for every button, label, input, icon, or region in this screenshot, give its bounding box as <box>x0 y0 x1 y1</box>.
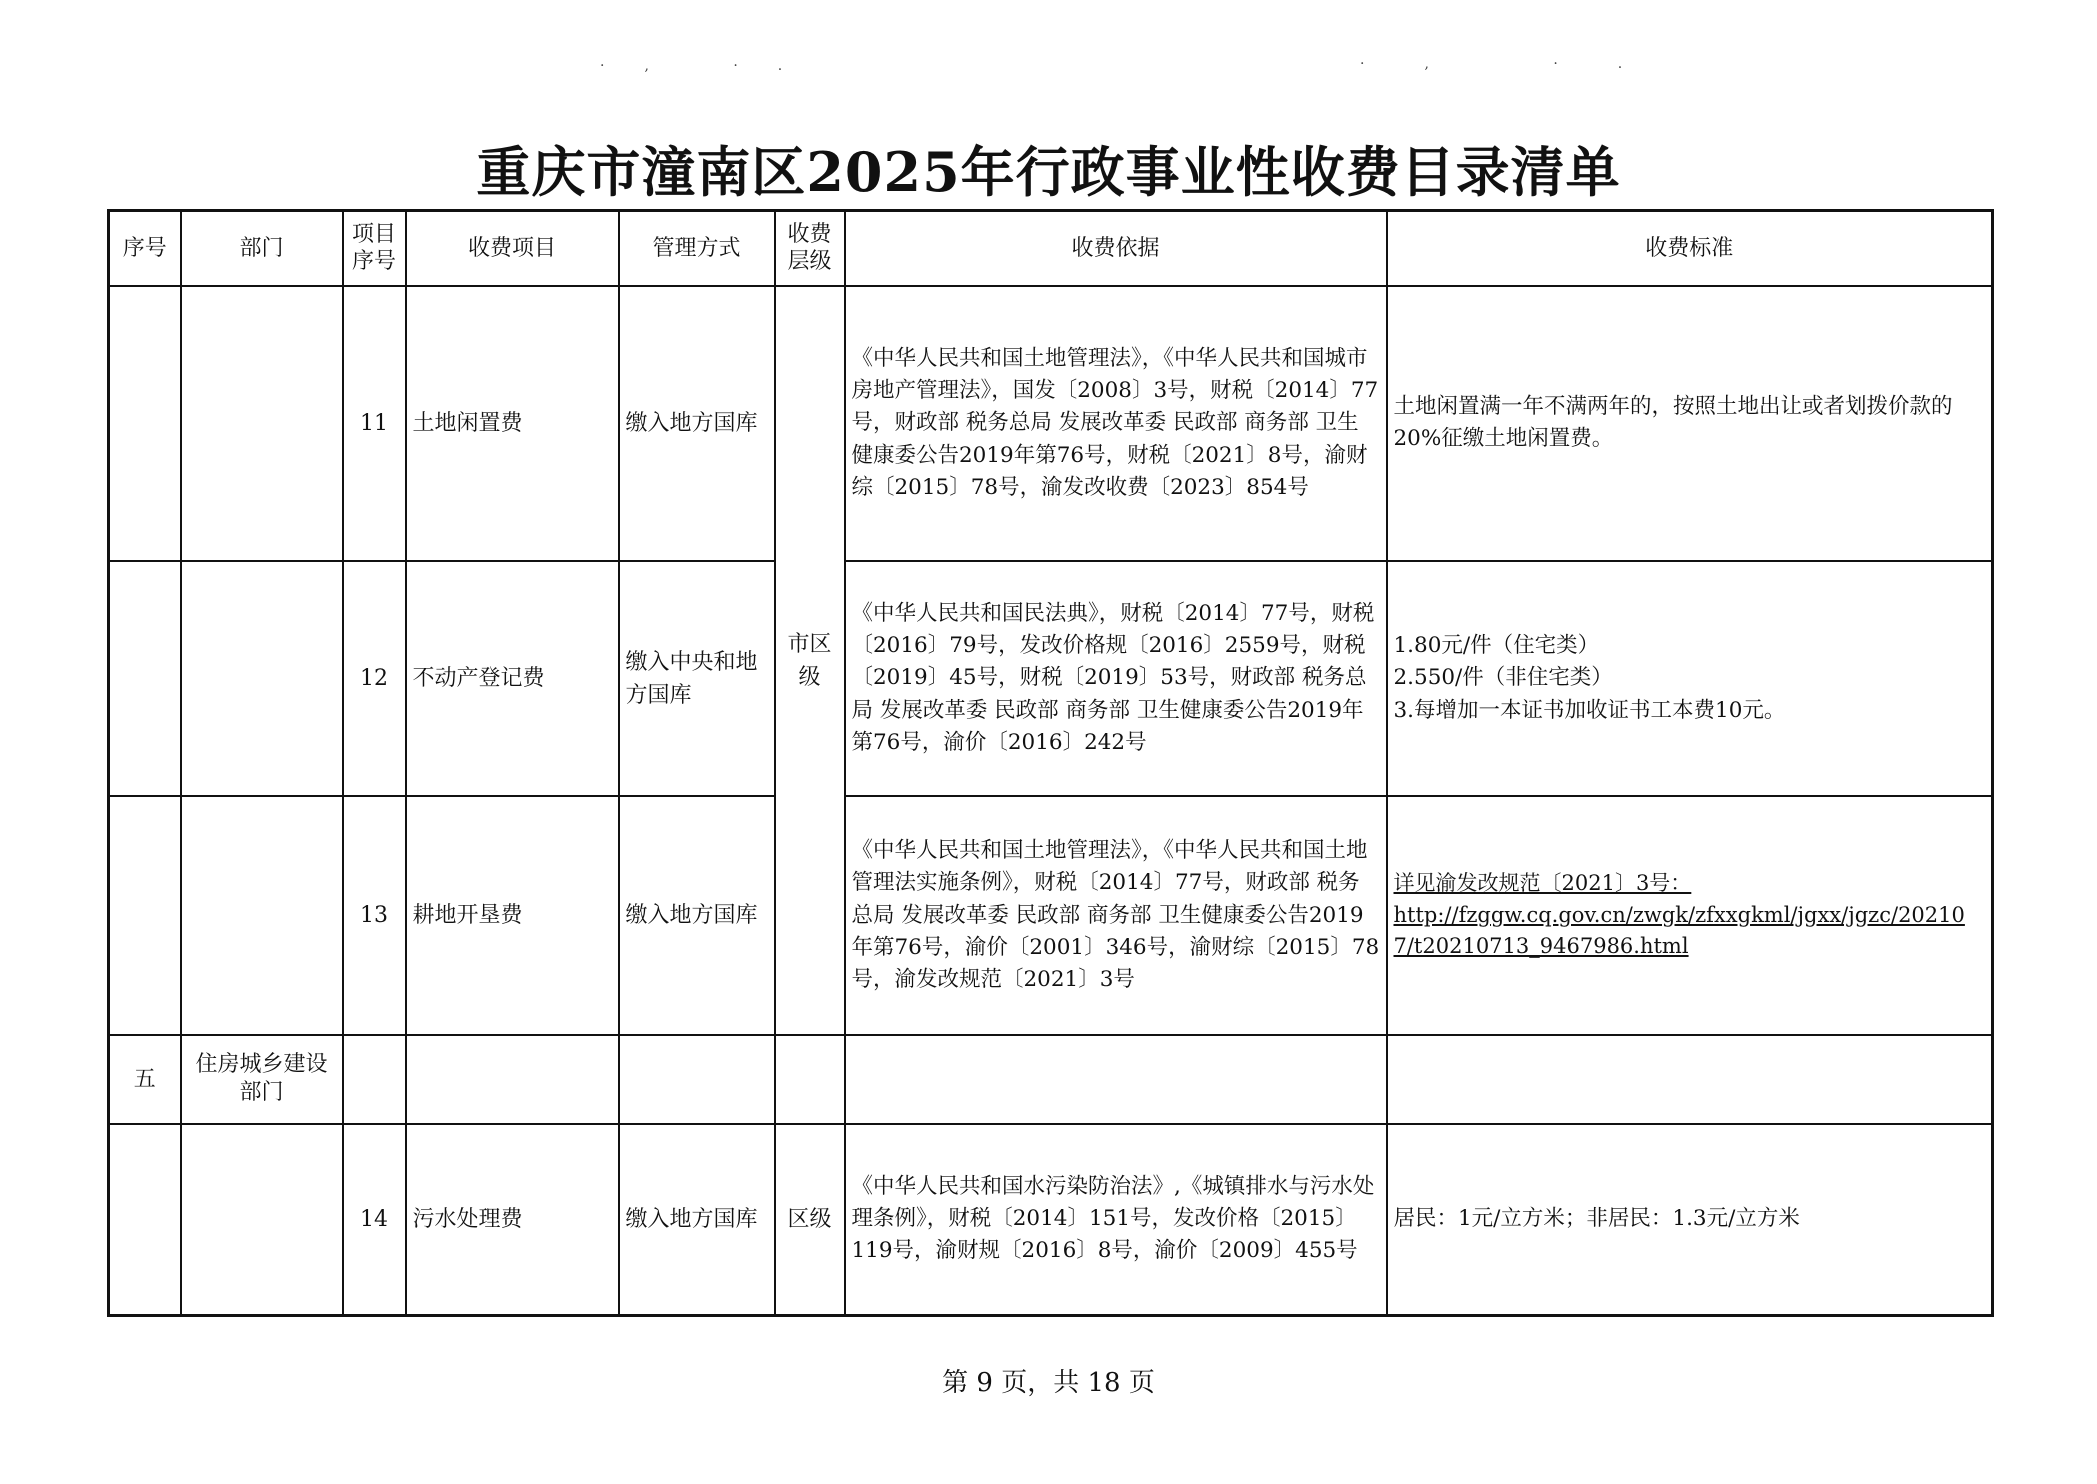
cell-dept <box>181 561 343 796</box>
cell-item-seq: 13 <box>343 796 406 1035</box>
cell-empty <box>775 1035 845 1123</box>
standard-line: 2.550/件（非住宅类） <box>1393 665 1613 691</box>
page-number: 第 9 页，共 18 页 <box>942 1368 1155 1398</box>
cell-mgmt: 缴入中央和地方国库 <box>619 561 775 796</box>
cell-item: 耕地开垦费 <box>406 796 619 1035</box>
cell-empty <box>619 1035 775 1123</box>
table-header-row <box>109 211 1993 286</box>
cell-item: 不动产登记费 <box>406 561 619 796</box>
cell-standard <box>1387 561 1993 796</box>
section-row <box>109 1035 1993 1123</box>
table-row <box>109 1124 1993 1316</box>
cell-empty <box>845 1035 1387 1123</box>
section-seq: 五 <box>109 1035 181 1123</box>
cell-mgmt: 缴入地方国库 <box>619 796 775 1035</box>
header-seq: 序号 <box>109 211 181 286</box>
standard-link[interactable]: http://fzggw.cq.gov.cn/zwgk/zfxxgkml/jgxx/jgzc/202107/t20210713_9467986.html <box>1393 902 1965 959</box>
cell-seq <box>109 1124 181 1316</box>
cell-dept <box>181 1124 343 1316</box>
header-item-seq: 项目序号 <box>343 211 406 286</box>
cell-basis: 《中华人民共和国土地管理法》，《中华人民共和国土地管理法实施条例》，财税〔2014〕77号，财政部 税务总局 发展改革委 民政部 商务部 卫生健康委公告2019年第76号，渝价〔2001〕346号，渝财综〔2015〕78号，渝发改规范〔2021〕3号 <box>845 796 1387 1035</box>
cell-basis: 《中华人民共和国民法典》，财税〔2014〕77号，财税〔2016〕79号，发改价格规〔2016〕2559号，财税〔2019〕45号，财税〔2019〕53号，财政部 税务总局 发展改革委 民政部 商务部 卫生健康委公告2019年第76号，渝价〔2016〕242号 <box>845 561 1387 796</box>
cell-standard: 居民：1元/立方米；非居民：1.3元/立方米 <box>1387 1124 1993 1316</box>
cell-item-seq: 12 <box>343 561 406 796</box>
table-row <box>109 561 1993 796</box>
header-standard: 收费标准 <box>1387 211 1993 286</box>
header-dept: 部门 <box>181 211 343 286</box>
header-level: 收费层级 <box>775 211 845 286</box>
standard-line: 3.每增加一本证书加收证书工本费10元。 <box>1393 697 1786 723</box>
section-dept: 住房城乡建设部门 <box>181 1035 343 1123</box>
cell-item-seq: 14 <box>343 1124 406 1316</box>
cell-dept <box>181 286 343 561</box>
cell-item: 污水处理费 <box>406 1124 619 1316</box>
fee-catalog-table <box>107 209 1994 1317</box>
header-mgmt: 管理方式 <box>619 211 775 286</box>
cell-empty <box>343 1035 406 1123</box>
cell-mgmt: 缴入地方国库 <box>619 286 775 561</box>
cell-level: 区级 <box>775 1124 845 1316</box>
header-basis: 收费依据 <box>845 211 1387 286</box>
table-row <box>109 286 1993 561</box>
standard-line: 1.80元/件（住宅类） <box>1393 633 1600 659</box>
cell-mgmt: 缴入地方国库 <box>619 1124 775 1316</box>
page-title: 重庆市潼南区2025年行政事业性收费目录清单 <box>476 140 1621 204</box>
cell-empty <box>1387 1035 1993 1123</box>
cell-item-seq: 11 <box>343 286 406 561</box>
cell-empty <box>406 1035 619 1123</box>
table-row <box>109 796 1993 1035</box>
scan-specks: ·, ·. <box>1360 56 1683 72</box>
cell-seq <box>109 286 181 561</box>
cell-seq <box>109 561 181 796</box>
cell-basis: 《中华人民共和国土地管理法》，《中华人民共和国城市房地产管理法》，国发〔2008〕3号，财税〔2014〕77号，财政部 税务总局 发展改革委 民政部 商务部 卫生健康委公告2019年第76号，财税〔2021〕8号，渝财综〔2015〕78号，渝发改收费〔2023〕854号 <box>845 286 1387 561</box>
cell-standard <box>1387 796 1993 1035</box>
cell-item: 土地闲置费 <box>406 286 619 561</box>
header-item: 收费项目 <box>406 211 619 286</box>
standard-reference: 详见渝发改规范〔2021〕3号： <box>1393 871 1692 896</box>
scan-specks: ·, ·. <box>600 58 823 74</box>
cell-basis: 《中华人民共和国水污染防治法》,《城镇排水与污水处理条例》，财税〔2014〕151号，发改价格〔2015〕119号，渝财规〔2016〕8号，渝价〔2009〕455号 <box>845 1124 1387 1316</box>
cell-level: 市区级 <box>775 286 845 1035</box>
cell-dept <box>181 796 343 1035</box>
cell-seq <box>109 796 181 1035</box>
cell-standard: 土地闲置满一年不满两年的，按照土地出让或者划拨价款的20%征缴土地闲置费。 <box>1387 286 1993 561</box>
